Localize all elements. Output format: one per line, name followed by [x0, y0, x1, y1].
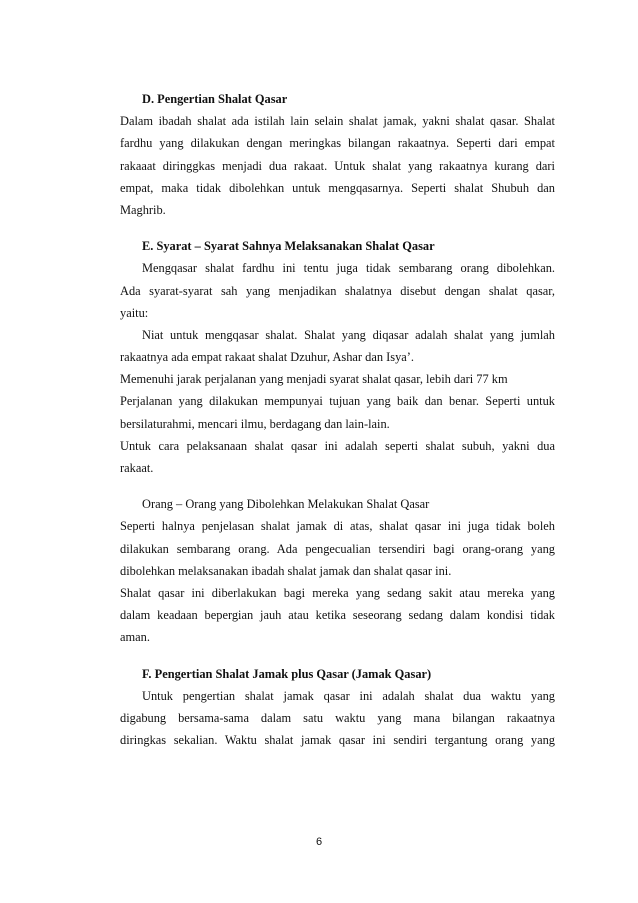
section-e-heading: E. Syarat – Syarat Sahnya Melaksanakan Shalat Qasar	[142, 239, 435, 254]
condition-line: bersilaturahmi, mencari ilmu, berdagang dan lain-lain.	[120, 416, 390, 431]
paragraph-line: empat, maka tidak dibolehkan untuk mengqasarnya. Seperti shalat Shubuh dan	[120, 180, 555, 195]
section-f-heading: F. Pengertian Shalat Jamak plus Qasar (Jamak Qasar)	[142, 666, 432, 681]
paragraph-line: dibolehkan melaksanakan ibadah shalat jamak dan shalat qasar ini.	[120, 563, 452, 578]
paragraph-line: Shalat qasar ini diberlakukan bagi mereka yang sedang sakit atau mereka yang	[120, 585, 555, 600]
paragraph-line: Maghrib.	[120, 202, 166, 217]
section-gap	[120, 649, 555, 663]
section-d-heading: D. Pengertian Shalat Qasar	[142, 92, 288, 106]
paragraph-line: fardhu yang dilakukan dengan meringkas bilangan rakaatnya. Seperti dari empat	[120, 136, 555, 151]
paragraph-line: diringkas sekalian. Waktu shalat jamak qasar ini sendiri tergantung orang yang	[120, 733, 555, 748]
page-number: 6	[315, 836, 323, 848]
paragraph-line: Dalam ibadah shalat ada istilah lain selain shalat jamak, yakni shalat qasar. Shalat	[120, 114, 555, 129]
paragraph-line: rakaaat diringgkas menjadi dua rakaat. Untuk shalat yang rakaatnya kurang dari	[120, 158, 555, 173]
condition-line: rakaat.	[120, 461, 154, 475]
paragraph-line: Mengqasar shalat fardhu ini tentu juga tidak sembarang orang dibolehkan.	[142, 261, 555, 276]
condition-line: Memenuhi jarak perjalanan yang menjadi syarat shalat qasar, lebih dari 77 km	[120, 372, 508, 387]
section-gap	[120, 221, 555, 235]
paragraph-line: Ada syarat-syarat sah yang menjadikan shalatnya disebut dengan shalat qasar,	[120, 283, 555, 298]
paragraph-line: yaitu:	[120, 305, 149, 320]
paragraph-line: aman.	[120, 630, 150, 645]
condition-line: Niat untuk mengqasar shalat. Shalat yang diqasar adalah shalat yang jumlah	[142, 327, 555, 342]
paragraph-line: Untuk pengertian shalat jamak qasar ini adalah shalat dua waktu yang	[142, 688, 555, 703]
document-page	[120, 88, 555, 751]
paragraph-line: dilakukan sembarang orang. Ada pengecualian tersendiri bagi orang-orang yang	[120, 541, 555, 556]
subsection-heading: Orang – Orang yang Dibolehkan Melakukan Shalat Qasar	[142, 497, 430, 512]
paragraph-line: dalam keadaan bepergian jauh atau ketika seseorang sedang dalam kondisi tidak	[120, 608, 555, 623]
condition-line: rakaatnya ada empat rakaat shalat Dzuhur, Ashar dan Isya’.	[120, 350, 414, 365]
section-gap	[120, 479, 555, 493]
paragraph-line: digabung bersama-sama dalam satu waktu yang mana bilangan rakaatnya	[120, 710, 555, 725]
condition-line: Untuk cara pelaksanaan shalat qasar ini adalah seperti shalat subuh, yakni dua	[120, 438, 555, 453]
paragraph-line: Seperti halnya penjelasan shalat jamak di atas, shalat qasar ini juga tidak boleh	[120, 519, 555, 534]
condition-line: Perjalanan yang dilakukan mempunyai tujuan yang baik dan benar. Seperti untuk	[120, 394, 555, 409]
